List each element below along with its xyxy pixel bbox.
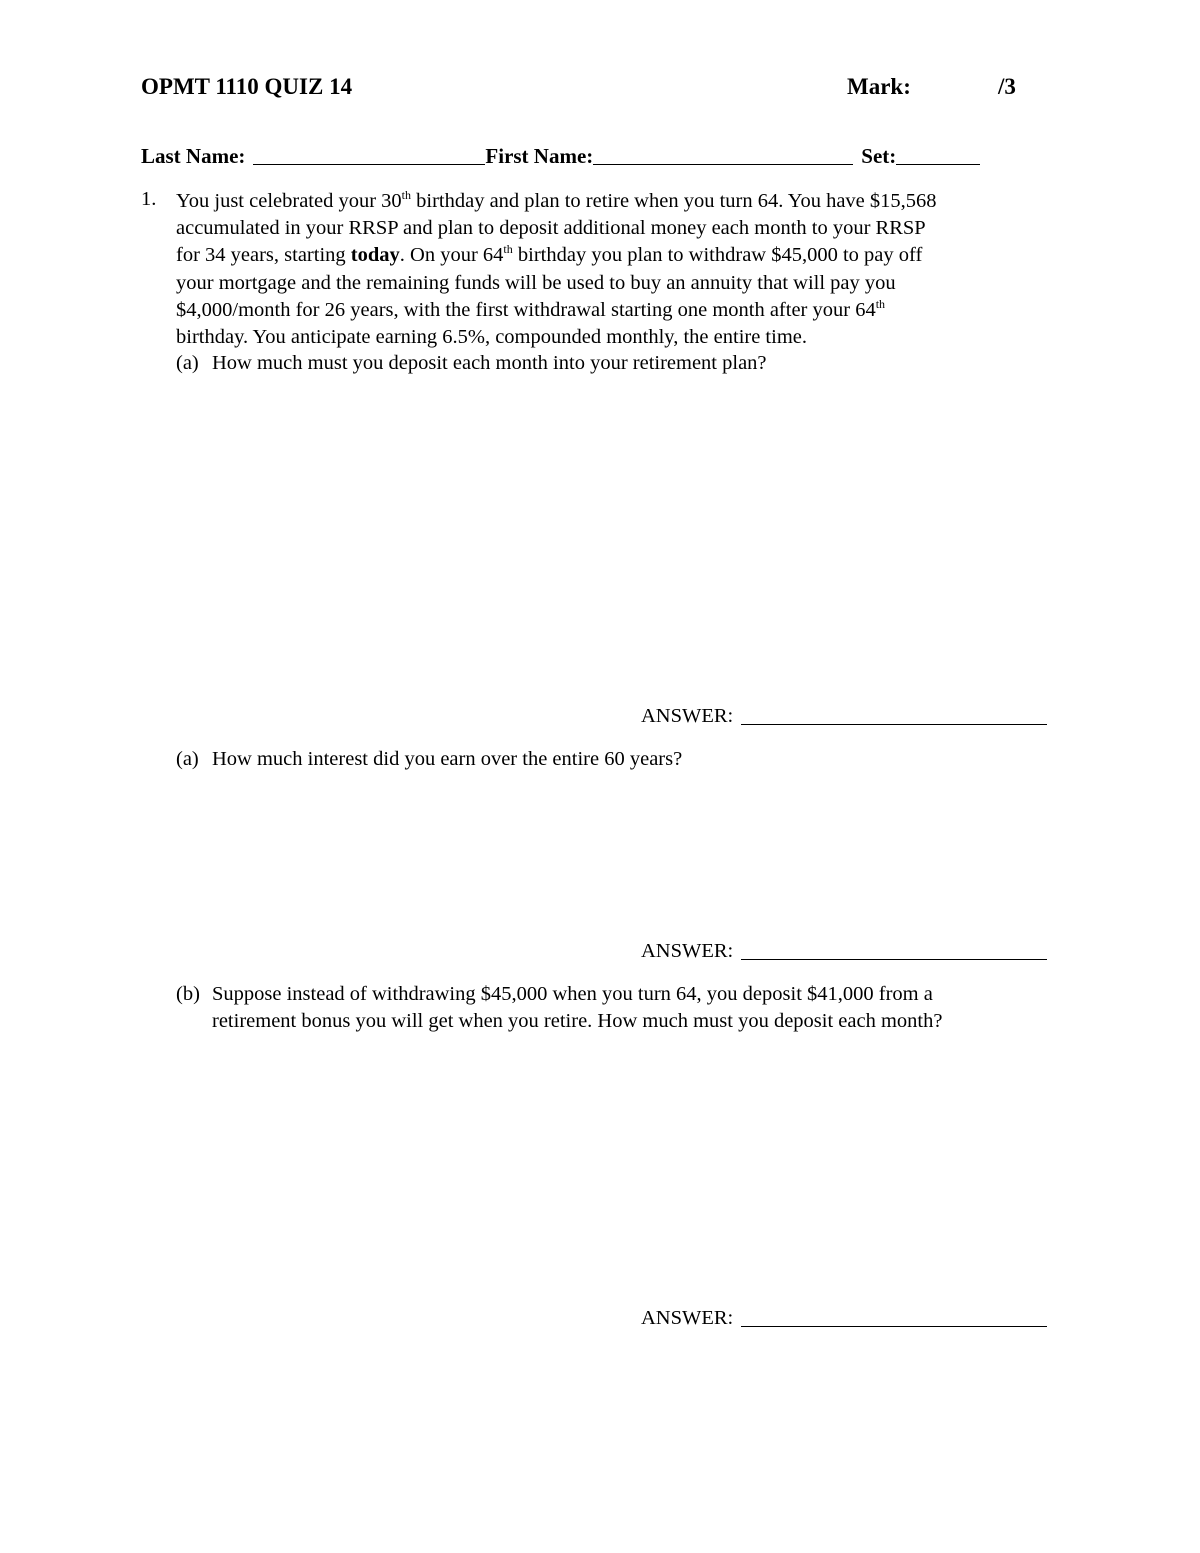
quiz-title: OPMT 1110 QUIZ 14 xyxy=(141,74,353,99)
part-letter: (b) xyxy=(176,983,200,1005)
question-text-segment: for 34 years, starting xyxy=(176,244,351,267)
question-number: 1. xyxy=(141,188,157,210)
question-line xyxy=(176,297,1066,324)
name-fields-row xyxy=(141,144,980,169)
question-line: accumulated in your RRSP and plan to deposit additional money each month to your RRSP xyxy=(176,217,926,240)
part-b-question xyxy=(176,981,942,1035)
question-text xyxy=(176,188,1066,351)
superscript: th xyxy=(875,296,886,311)
part-text xyxy=(212,981,942,1035)
superscript: th xyxy=(401,188,412,202)
answer-line-1 xyxy=(641,702,1047,728)
answer-label: ANSWER: xyxy=(641,1307,734,1329)
set-label: Set: xyxy=(861,144,897,168)
answer-label: ANSWER: xyxy=(641,705,734,727)
part-text: How much interest did you earn over the entire 60 years? xyxy=(212,748,683,770)
question-line: your mortgage and the remaining funds will be used to buy an annuity that will pay you xyxy=(176,271,896,294)
part-letter: (a) xyxy=(176,352,199,374)
mark-label: Mark: xyxy=(847,74,911,99)
first-name-field[interactable] xyxy=(593,144,853,165)
last-name-field[interactable] xyxy=(253,144,485,165)
set-field[interactable] xyxy=(896,144,980,165)
part-letter: (a) xyxy=(176,748,199,770)
question-text-segment: birthday and plan to retire when you turn 64. You have $15,568 xyxy=(411,190,937,212)
first-name-label: First Name: xyxy=(485,144,594,168)
answer-label: ANSWER: xyxy=(641,940,734,962)
question-text-segment: birthday you plan to withdraw $45,000 to pay off xyxy=(512,244,923,267)
emphasis-text: today xyxy=(350,244,400,267)
answer-field-3[interactable] xyxy=(741,1304,1047,1327)
answer-field-2[interactable] xyxy=(741,937,1047,960)
last-name-label: Last Name: xyxy=(141,144,246,168)
part-a2-question xyxy=(176,746,682,773)
question-line xyxy=(176,242,1066,269)
question-text-segment: You just celebrated your 30 xyxy=(176,190,402,212)
part-text-line: retirement bonus you will get when you retire. How much must you deposit each month? xyxy=(212,1010,943,1033)
question-text-segment: $4,000/month for 26 years, with the first withdrawal starting one month after your 64 xyxy=(176,298,876,321)
answer-field-1[interactable] xyxy=(741,702,1047,725)
answer-line-2 xyxy=(641,937,1047,963)
question-line: birthday. You anticipate earning 6.5%, compounded monthly, the entire time. xyxy=(176,326,807,349)
question-line xyxy=(176,188,1066,215)
answer-line-3 xyxy=(641,1304,1047,1330)
part-text: How much must you deposit each month into your retirement plan? xyxy=(212,352,767,374)
mark-total: /3 xyxy=(998,74,1016,99)
superscript: th xyxy=(503,242,513,257)
question-text-segment: . On your 64 xyxy=(399,244,504,267)
part-text-line: Suppose instead of withdrawing $45,000 when you turn 64, you deposit $41,000 from a xyxy=(212,983,933,1005)
part-a-question xyxy=(176,350,767,377)
